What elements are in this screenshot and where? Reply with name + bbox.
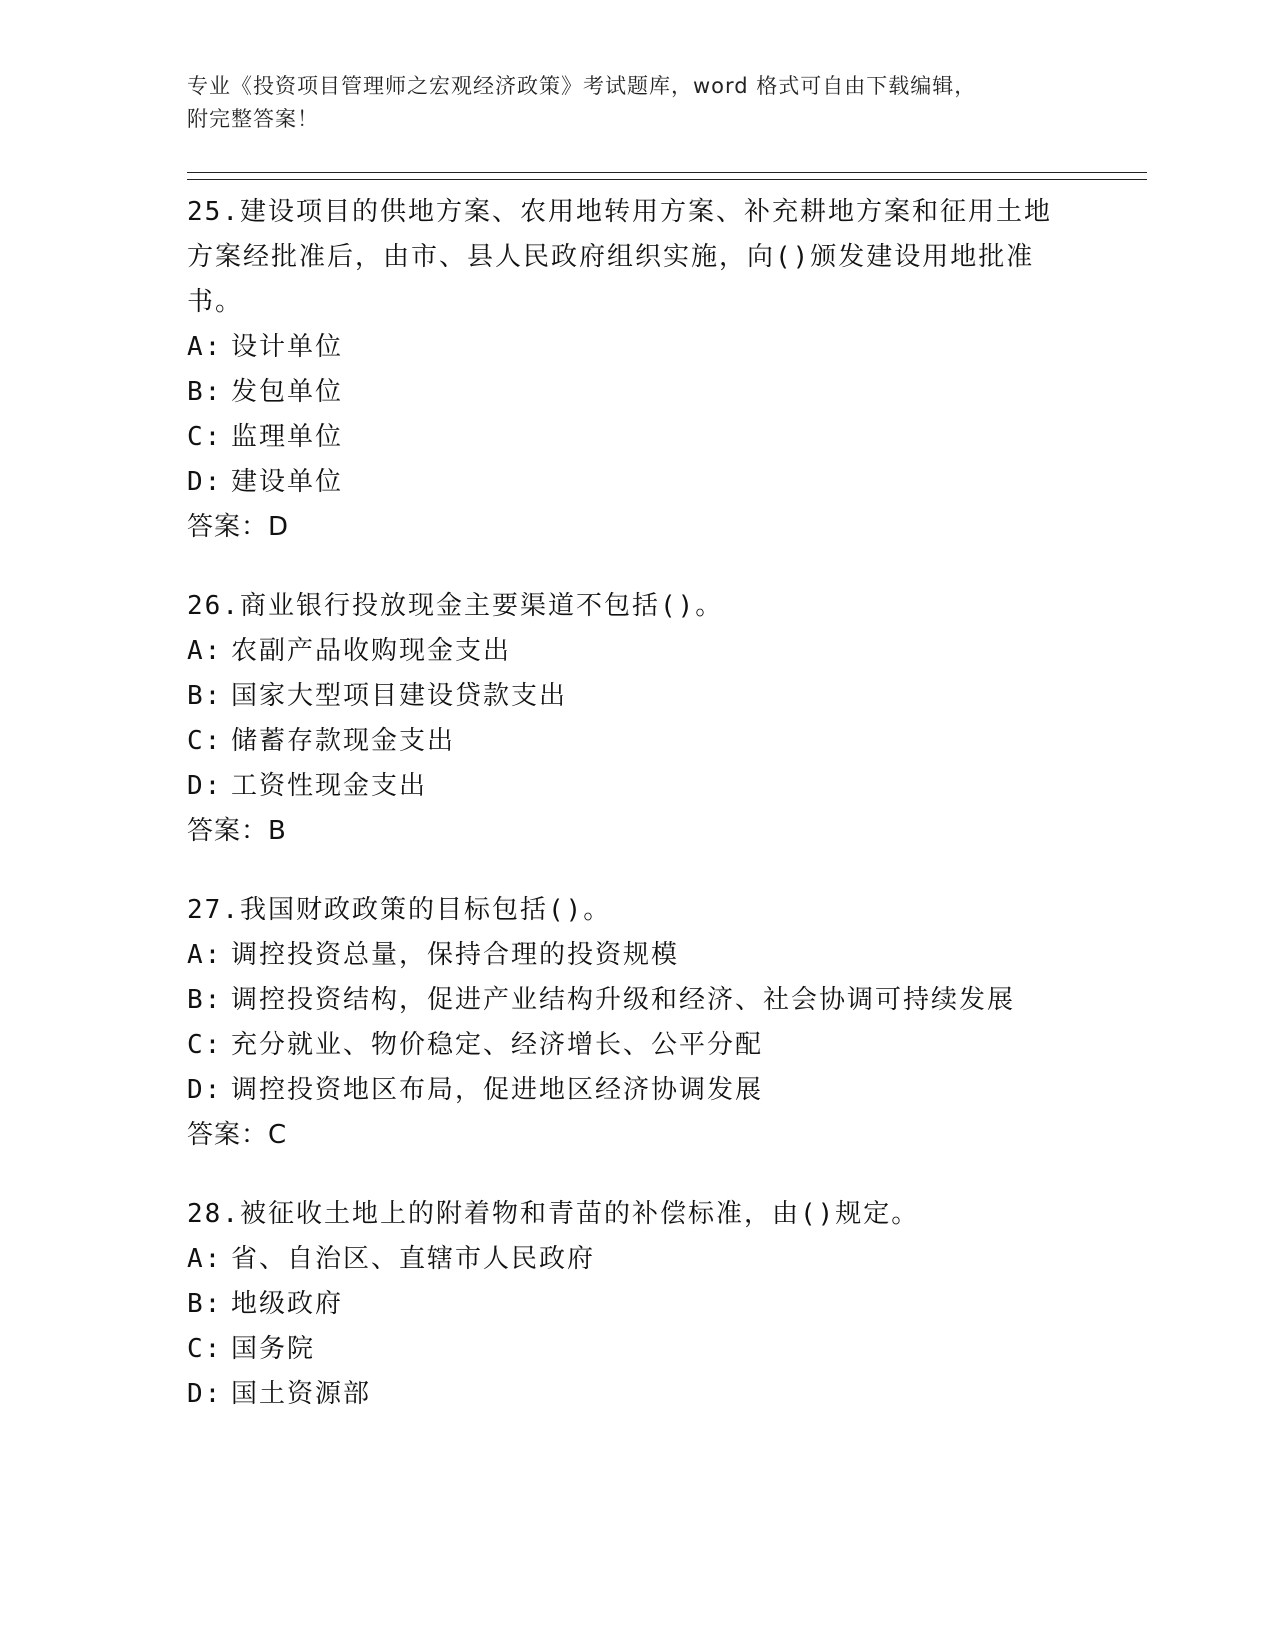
option-text: 充分就业、物价稳定、经济增长、公平分配 — [231, 1030, 764, 1060]
option-key: D: — [187, 467, 223, 497]
option-key: D: — [187, 1379, 223, 1409]
option-key: C: — [187, 1030, 223, 1060]
option-b — [187, 1282, 1147, 1327]
option-text: 地级政府 — [231, 1289, 344, 1319]
option-b — [187, 674, 1147, 719]
option-a — [187, 629, 1147, 674]
document-page — [187, 70, 1147, 1417]
option-key: A: — [187, 636, 223, 666]
header-line-2: 附完整答案！ — [187, 107, 319, 131]
question-number: 28 . — [187, 1199, 240, 1229]
answer-line — [187, 1113, 1147, 1158]
option-c — [187, 1023, 1147, 1068]
option-key: B: — [187, 985, 223, 1015]
question-stem: 被征收土地上的附着物和青苗的补偿标准，由()规定。 — [239, 1199, 920, 1229]
header-line-1: 专业《投资项目管理师之宏观经济政策》考试题库，word 格式可自由下载编辑， — [187, 74, 977, 98]
option-key: A: — [187, 332, 223, 362]
option-key: C: — [187, 726, 223, 756]
option-d — [187, 764, 1147, 809]
question-number: 25 . — [187, 197, 240, 227]
option-key: B: — [187, 681, 223, 711]
question-stem: 我国财政政策的目标包括()。 — [239, 895, 612, 925]
question-number: 26 . — [187, 591, 240, 621]
question-number: 27 . — [187, 895, 240, 925]
option-d — [187, 460, 1147, 505]
option-key: B: — [187, 377, 223, 407]
answer-value: B — [268, 816, 287, 846]
document-header — [187, 70, 1147, 136]
option-text: 工资性现金支出 — [231, 771, 428, 801]
option-c — [187, 719, 1147, 764]
question-text — [187, 1192, 1067, 1237]
option-text: 监理单位 — [231, 422, 344, 452]
answer-line — [187, 505, 1147, 550]
option-key: B: — [187, 1289, 223, 1319]
option-key: A: — [187, 1244, 223, 1274]
option-text: 调控投资总量，保持合理的投资规模 — [231, 940, 680, 970]
answer-prefix: 答案： — [187, 1120, 269, 1150]
answer-line — [187, 809, 1147, 854]
option-key: D: — [187, 771, 223, 801]
option-text: 省、自治区、直辖市人民政府 — [231, 1244, 596, 1274]
option-key: A: — [187, 940, 223, 970]
answer-prefix: 答案： — [187, 816, 269, 846]
question-27 — [187, 888, 1147, 1158]
option-text: 调控投资地区布局，促进地区经济协调发展 — [231, 1075, 764, 1105]
option-text: 调控投资结构，促进产业结构升级和经济、社会协调可持续发展 — [231, 985, 1016, 1015]
answer-value: D — [268, 512, 290, 542]
option-c — [187, 415, 1147, 460]
question-28 — [187, 1192, 1147, 1417]
answer-value: C — [268, 1120, 288, 1150]
option-a — [187, 933, 1147, 978]
option-text: 储蓄存款现金支出 — [231, 726, 456, 756]
header-divider — [187, 172, 1147, 180]
question-text — [187, 888, 1067, 933]
option-text: 国土资源部 — [231, 1379, 372, 1409]
option-key: C: — [187, 422, 223, 452]
option-b — [187, 370, 1147, 415]
option-key: D: — [187, 1075, 223, 1105]
option-a — [187, 1237, 1147, 1282]
option-text: 农副产品收购现金支出 — [231, 636, 512, 666]
option-c — [187, 1327, 1147, 1372]
option-key: C: — [187, 1334, 223, 1364]
option-d — [187, 1372, 1147, 1417]
question-stem: 建设项目的供地方案、农用地转用方案、补充耕地方案和征用土地方案经批准后，由市、县人民政府组织实施，向()颁发建设用地批准书。 — [187, 197, 1052, 317]
option-text: 国务院 — [231, 1334, 316, 1364]
question-stem: 商业银行投放现金主要渠道不包括()。 — [239, 591, 724, 621]
option-text: 发包单位 — [231, 377, 344, 407]
question-25 — [187, 190, 1147, 550]
option-text: 设计单位 — [231, 332, 344, 362]
question-text — [187, 190, 1067, 325]
question-26 — [187, 584, 1147, 854]
option-b — [187, 978, 1147, 1023]
option-a — [187, 325, 1147, 370]
question-text — [187, 584, 1067, 629]
option-text: 建设单位 — [231, 467, 344, 497]
answer-prefix: 答案： — [187, 512, 269, 542]
option-d — [187, 1068, 1147, 1113]
option-text: 国家大型项目建设贷款支出 — [231, 681, 568, 711]
